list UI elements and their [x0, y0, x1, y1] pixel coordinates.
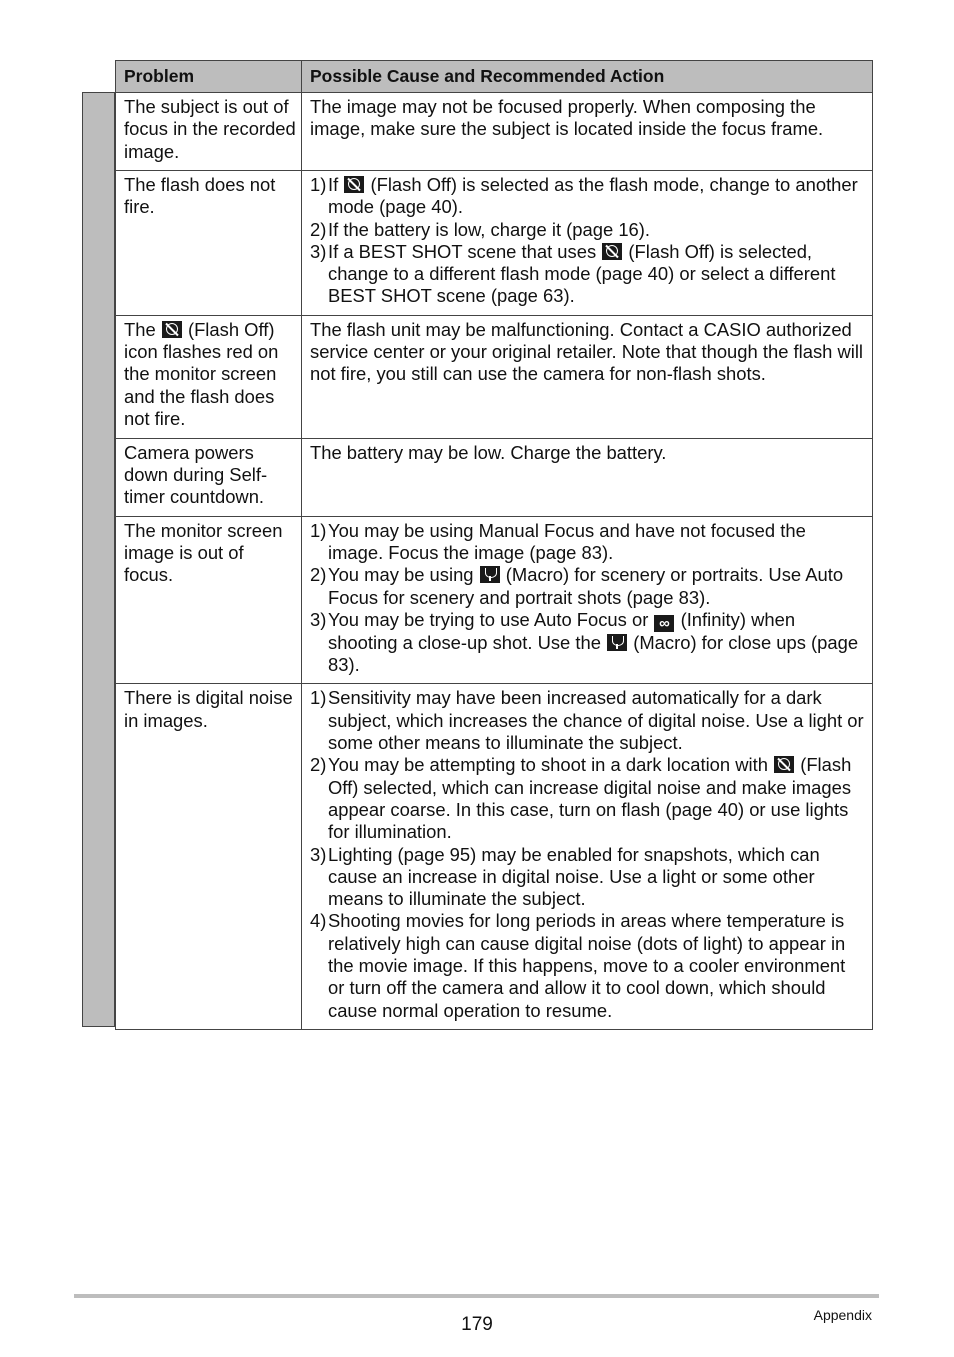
cause-cell: The flash unit may be malfunctioning. Contact a CASIO authorized service center or your original retailer. Note that though the flash will not fire, you still can use the camera for non-flash shots.	[302, 315, 873, 438]
list-item: 4) Shooting movies for long periods in areas where temperature is relatively high can cause digital noise (dots of light) to appear in the movie image. If this happens, move to a cooler environment or turn off the camera and allow it to cool down, which should cause normal operation to resume.	[310, 910, 846, 1021]
table-row	[116, 171, 873, 316]
flash-off-icon	[344, 176, 364, 193]
list-item: 1) You may be using Manual Focus and have not focused the image. Focus the image (page 83).	[310, 519, 806, 563]
problem-cell: Camera powers down during Self-timer countdown.	[116, 438, 302, 516]
flash-off-icon	[774, 756, 794, 773]
list-item: 3) You may be trying to use Auto Focus or ∞ (Infinity) when shooting a close-up shot. Use the (Macro) for close ups (page 83).	[310, 608, 859, 676]
macro-icon	[480, 566, 500, 583]
page-number: 179	[461, 1314, 493, 1335]
macro-icon	[607, 634, 627, 651]
list-item: 3) If a BEST SHOT scene that uses (Flash Off) is selected, change to a different flash mode (page 40) or select a different BEST SHOT scene (page 63).	[310, 240, 836, 307]
table-row	[116, 93, 873, 171]
problem-cell: The flash does not fire.	[116, 171, 302, 316]
footer-divider	[74, 1294, 879, 1298]
infinity-icon: ∞	[654, 615, 674, 632]
troubleshooting-table	[115, 60, 873, 1030]
cause-list	[310, 687, 864, 1021]
list-item: 2) You may be attempting to shoot in a dark location with (Flash Off) selected, which can increase digital noise and make images appear coarse. In this case, turn on flash (page 40) or use lights for illumination.	[310, 754, 852, 843]
flash-off-icon	[162, 321, 182, 338]
list-item: 1) Sensitivity may have been increased automatically for a dark subject, which increases the chance of digital noise. Use a light or some other means to illuminate the subject.	[310, 687, 864, 754]
problem-cell: There is digital noise in images.	[116, 684, 302, 1029]
flash-off-icon	[602, 243, 622, 260]
cause-list	[310, 520, 864, 677]
cause-cell	[302, 171, 873, 316]
list-item: 2) You may be using (Macro) for scenery or portraits. Use Auto Focus for scenery and portrait shots (page 83).	[310, 564, 844, 608]
cause-cell	[302, 684, 873, 1029]
table-row	[116, 684, 873, 1029]
cause-cell: The image may not be focused properly. When composing the image, make sure the subject is located inside the focus frame.	[302, 93, 873, 171]
cause-cell	[302, 516, 873, 684]
problem-cell: The monitor screen image is out of focus.	[116, 516, 302, 684]
column-header-problem: Problem	[116, 61, 302, 93]
problem-cell: The subject is out of focus in the recorded image.	[116, 93, 302, 171]
problem-cell: The (Flash Off) icon flashes red on the monitor screen and the flash does not fire.	[116, 315, 302, 438]
list-item: 2) If the battery is low, charge it (page 16).	[310, 218, 651, 240]
table-row	[116, 516, 873, 684]
cause-cell: The battery may be low. Charge the battery.	[302, 438, 873, 516]
table-row	[116, 438, 873, 516]
list-item: 3) Lighting (page 95) may be enabled for snapshots, which can cause an increase in digital noise. Use a light or some other means to illuminate the subject.	[310, 843, 820, 910]
table-row	[116, 315, 873, 438]
section-label: Appendix	[813, 1307, 872, 1323]
column-header-cause: Possible Cause and Recommended Action	[302, 61, 873, 93]
table-header-row	[116, 61, 873, 93]
section-side-tab	[82, 92, 115, 1027]
cause-list	[310, 174, 864, 308]
list-item: 1) If (Flash Off) is selected as the flash mode, change to another mode (page 40).	[310, 174, 858, 218]
